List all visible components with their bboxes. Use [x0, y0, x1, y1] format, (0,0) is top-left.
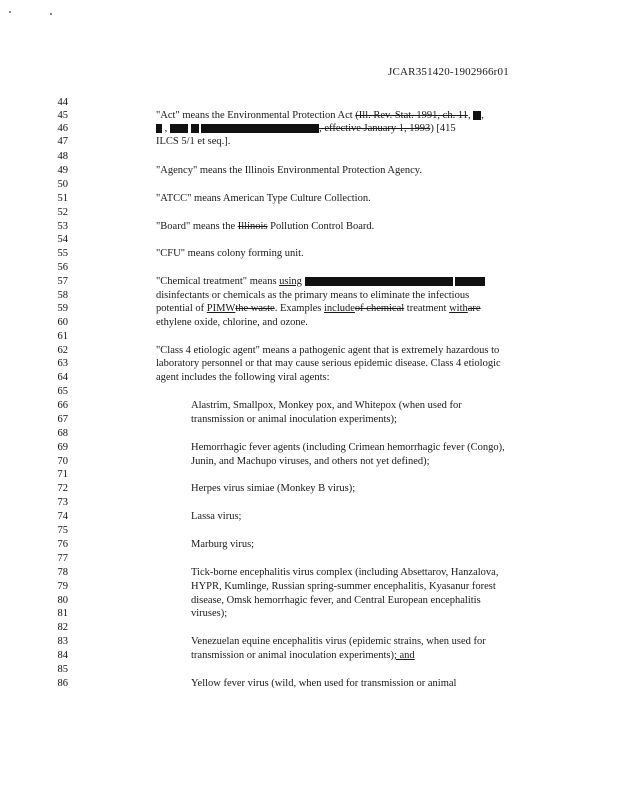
line-number: 73: [57, 497, 68, 508]
line-number: 59: [57, 303, 68, 314]
definition-board: [156, 220, 374, 233]
line-number: 84: [57, 650, 68, 661]
definition-class4-agent: "Class 4 etiologic agent" means a pathogenic agent that is extremely hazardous to: [156, 345, 500, 356]
inserted-text: ; and: [393, 650, 415, 661]
line-number: 71: [57, 469, 68, 480]
line-number: 86: [57, 678, 68, 689]
redaction-mark: ,: [156, 123, 319, 134]
text-run: "Act" means the Environmental Protection Act: [156, 110, 356, 121]
line-number: 78: [57, 567, 68, 578]
line-number: 48: [57, 151, 68, 162]
line-number: 54: [57, 234, 68, 245]
line-number: 58: [57, 290, 68, 301]
definition-chemical-treatment: [156, 275, 485, 288]
line-number: 67: [57, 414, 68, 425]
text-run: Pollution Control Board.: [267, 221, 375, 232]
definition-chemical-treatment-cont: [156, 302, 481, 315]
line-number: 53: [57, 221, 68, 232]
deleted-text: (Ill. Rev. Stat. 1991, ch. 11: [355, 110, 468, 121]
deleted-text: of chemical: [354, 303, 405, 314]
text-run: treatment: [404, 303, 450, 314]
line-number: 80: [57, 595, 68, 606]
line-number: 81: [57, 608, 68, 619]
line-number: 45: [57, 110, 68, 121]
line-number: 77: [57, 553, 68, 564]
inserted-text: PIMW: [206, 303, 236, 314]
definition-agency: "Agency" means the Illinois Environmental Protection Agency.: [156, 165, 422, 176]
line-number: 65: [57, 386, 68, 397]
line-number: 60: [57, 317, 68, 328]
deleted-text: , effective January 1, 1993: [319, 123, 431, 134]
line-number: 68: [57, 428, 68, 439]
definition-act-end: ILCS 5/1 et seq.].: [156, 136, 231, 147]
agent-list-item-cont: disease, Omsk hemorrhagic fever, and Central European encephalitis: [191, 595, 481, 606]
agent-list-item-cont: [191, 649, 415, 662]
line-number: 52: [57, 207, 68, 218]
definition-act-cont: [156, 122, 456, 135]
agent-list-item: Alastrim, Smallpox, Monkey pox, and Whitepox (when used for: [191, 400, 462, 411]
line-number: 51: [57, 193, 68, 204]
agent-list-item-cont: transmission or animal inoculation experiments);: [191, 414, 397, 425]
definition-class4-agent-cont: agent includes the following viral agents:: [156, 372, 330, 383]
agent-list-item: Hemorrhagic fever agents (including Crimean hemorrhagic fever (Congo),: [191, 442, 505, 453]
line-number: 85: [57, 664, 68, 675]
deleted-text: Illinois: [237, 221, 268, 232]
scan-speck: [50, 13, 52, 15]
line-number: 44: [57, 97, 68, 108]
line-number: 63: [57, 358, 68, 369]
line-number: 70: [57, 456, 68, 467]
line-number: 82: [57, 622, 68, 633]
text-run: transmission or animal inoculation experiments): [191, 650, 394, 661]
line-number: 74: [57, 511, 68, 522]
text-run: . Examples: [274, 303, 324, 314]
line-number: 61: [57, 331, 68, 342]
redaction-mark: [455, 277, 485, 286]
inserted-text: using: [279, 276, 302, 287]
deleted-text: are: [467, 303, 481, 314]
text-run: "Board" means the: [156, 221, 238, 232]
line-number: 79: [57, 581, 68, 592]
line-number: 47: [57, 136, 68, 147]
text-run: potential of: [156, 303, 207, 314]
agent-list-item: Herpes virus simiae (Monkey B virus);: [191, 483, 356, 494]
line-number: 57: [57, 276, 68, 287]
agent-list-item: Marburg virus;: [191, 539, 255, 550]
line-number: 55: [57, 248, 68, 259]
definition-class4-agent-cont: laboratory personnel or that may cause serious epidemic disease. Class 4 etiologic: [156, 358, 501, 369]
line-number: 64: [57, 372, 68, 383]
line-number: 72: [57, 483, 68, 494]
redaction-mark: [305, 277, 453, 286]
agent-list-item: Venezuelan equine encephalitis virus (epidemic strains, when used for: [191, 636, 486, 647]
redaction-mark: , ,: [467, 110, 484, 121]
definition-chemical-treatment-cont: disinfectants or chemicals as the primary means to eliminate the infectious: [156, 290, 470, 301]
agent-list-item: Tick-borne encephalitis virus complex (including Absettarov, Hanzalova,: [191, 567, 499, 578]
line-number: 76: [57, 539, 68, 550]
document-id: JCAR351420-1902966r01: [388, 66, 509, 78]
text-run: "Chemical treatment" means: [156, 276, 280, 287]
definition-atcc: "ATCC" means American Type Culture Collection.: [156, 193, 371, 204]
agent-list-item: Lassa virus;: [191, 511, 242, 522]
agent-list-item: Yellow fever virus (wild, when used for transmission or animal: [191, 678, 457, 689]
inserted-text: with: [449, 303, 468, 314]
scan-speck: [9, 11, 11, 13]
line-number: 83: [57, 636, 68, 647]
line-number: 62: [57, 345, 68, 356]
line-number: 56: [57, 262, 68, 273]
inserted-text: include: [324, 303, 355, 314]
definition-cfu: "CFU" means colony forming unit.: [156, 248, 304, 259]
line-number: 49: [57, 165, 68, 176]
line-number: 50: [57, 179, 68, 190]
line-number: 66: [57, 400, 68, 411]
definition-chemical-treatment-end: ethylene oxide, chlorine, and ozone.: [156, 317, 308, 328]
definition-act: [156, 109, 484, 122]
text-run: ) [415: [430, 123, 456, 134]
agent-list-item-cont: Junin, and Machupo viruses, and others not yet defined);: [191, 456, 430, 467]
agent-list-item-cont: HYPR, Kumlinge, Russian spring-summer encephalitis, Kyasanur forest: [191, 581, 496, 592]
line-number: 75: [57, 525, 68, 536]
deleted-text: the waste: [235, 303, 275, 314]
line-number: 69: [57, 442, 68, 453]
agent-list-item-cont: viruses);: [191, 608, 228, 619]
line-number: 46: [57, 123, 68, 134]
